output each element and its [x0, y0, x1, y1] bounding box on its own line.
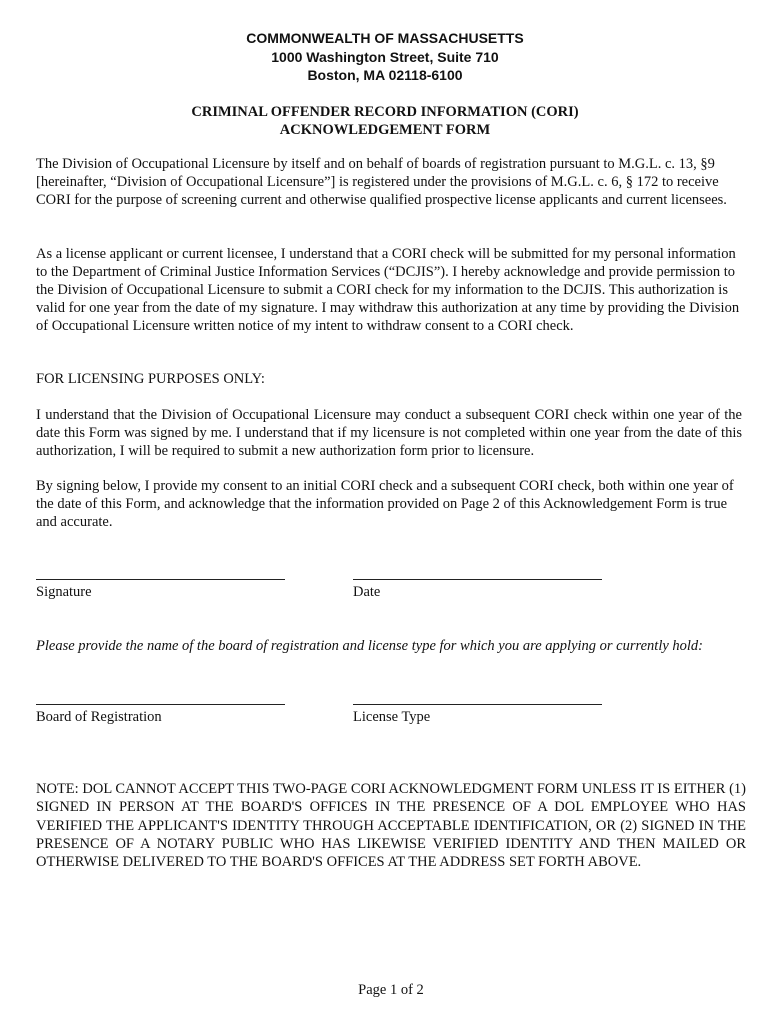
date-line[interactable] — [353, 579, 602, 580]
page-number: Page 1 of 2 — [358, 982, 424, 998]
header-agency-name: COMMONWEALTH OF MASSACHUSETTS — [246, 30, 524, 46]
paragraph-consent: As a license applicant or current licensee, I understand that a CORI check will be submitted for my personal information to the Department of Criminal Justice Information Services (“DCJIS”). I hereby acknowledge and provide permission to the Division of Occupational Licensure to submit a CORI check for my information to the DCJIS. This authorization is valid for one year from the date of my signature. I may withdraw this authorization at any time by providing the Division of Occupational Licensure written notice of my intent to withdraw consent to a CORI check. — [36, 246, 740, 334]
signature-line[interactable] — [36, 579, 285, 580]
signature-label: Signature — [36, 584, 92, 600]
license-type-label: License Type — [353, 709, 431, 725]
header-city-zip: Boston, MA 02118-6100 — [307, 67, 463, 83]
board-line[interactable] — [36, 704, 285, 705]
form-title — [0, 103, 770, 139]
board-instruction: Please provide the name of the board of registration and license type for which you are applying or currently hold: — [36, 638, 704, 654]
agency-header — [0, 29, 770, 85]
paragraph-signing-consent: By signing below, I provide my consent to an initial CORI check and a subsequent CORI check, both within one year of the date of this Form, and acknowledge that the information provided on Page 2 of this Acknowledgement Form is true and accurate. — [36, 478, 734, 530]
paragraph-registration: The Division of Occupational Licensure by itself and on behalf of boards of registration pursuant to M.G.L. c. 13, §9 [hereinafter, “Division of Occupational Licensure”] is registered under the provisions of M.G.L. c. 6, § 172 to receive CORI for the purpose of screening current and otherwise qualified prospective license applicants and current licensees. — [36, 156, 727, 208]
notarization-note: NOTE: DOL CANNOT ACCEPT THIS TWO-PAGE CORI ACKNOWLEDGMENT FORM UNLESS IT IS EITHER (1) SIGNED IN PERSON AT THE BOARD'S OFFICES IN THE PRESENCE OF A DOL EMPLOYEE WHO HAS VERIFIED THE APPLICANT'S IDENTITY THROUGH ACCEPTABLE IDENTIFICATION, OR (2) SIGNED IN THE PRESENCE OF A NOTARY PUBLIC WHO HAS LIKEWISE VERIFIED IDENTITY AND THEN MAILED OR OTHERWISE DELIVERED TO THE BOARD'S OFFICES AT THE ADDRESS SET FORTH ABOVE. — [36, 781, 746, 871]
form-title-line2: ACKNOWLEDGEMENT FORM — [279, 122, 491, 138]
form-title-line1: CRIMINAL OFFENDER RECORD INFORMATION (CORI) — [191, 104, 579, 120]
header-street-address: 1000 Washington Street, Suite 710 — [271, 48, 499, 65]
board-label: Board of Registration — [36, 709, 162, 725]
license-type-line[interactable] — [353, 704, 602, 705]
paragraph-subsequent-check: I understand that the Division of Occupational Licensure may conduct a subsequent CORI check within one year of the date this Form was signed by me. I understand that if my licensure is not completed within one year from the date of this authorization, I will be required to submit a new authorization form prior to licensure. — [36, 407, 742, 459]
date-label: Date — [353, 584, 381, 600]
paragraph-licensing-purposes: FOR LICENSING PURPOSES ONLY: — [36, 371, 265, 387]
